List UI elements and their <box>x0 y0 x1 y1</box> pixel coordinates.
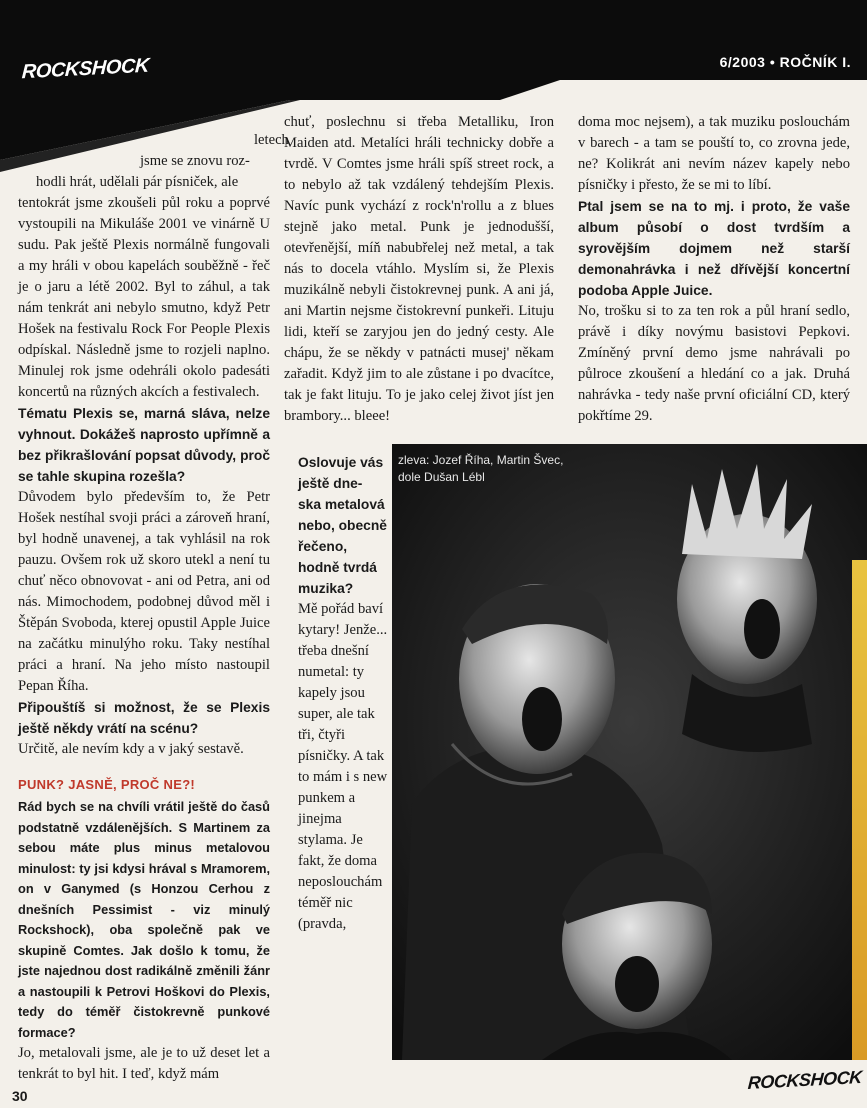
column-2 <box>284 112 554 427</box>
text-line: letech <box>254 132 289 148</box>
paragraph: Určitě, ale nevím kdy a v jaký sestavě. <box>18 741 244 757</box>
caption-line: dole Dušan Lébl <box>398 470 485 484</box>
paragraph: tentokrát jsme zkoušeli půl roku a poprvé vystoupili na Mikuláše 2001 ve vinárně U sudu. Pak ještě Plexis normálně fungovali a my hráli v obou kapelách souběžně - řeč je o jaru a létě 2002. Byl to záhul, a tak nám tenkrát ani nebylo smutno, když Petr Hošek na festivalu Rock For People Plexis odpískal. Následně jsme to rozjeli naplno. Minulej rok jsme odehráli okolo padesáti koncertů na různých akcích a festivalech. <box>18 195 270 400</box>
question: Oslovuje vás ještě dne- ska metalová nebo, obecně řečeno, hodně tvrdá muzika? <box>298 455 387 596</box>
question: Ptal jsem se na to mj. i proto, že vaše album působí o dost tvrdším a syrovějším dojmem než starší demonahrávka i než dřívější koncertní podoba Apple Juice. <box>578 199 850 298</box>
section-title: PUNK? JASNĚ, PROČ NE?! <box>18 777 196 792</box>
rockshock-logo-footer: ROCKSHOCK <box>747 1067 863 1093</box>
paragraph: Jo, metalovali jsme, ale je to už deset let a tenkrát to byl hit. I teď, když mám <box>18 1045 270 1082</box>
paragraph: chuť, poslechnu si třeba Metalliku, Iron Maiden atd. Metalíci hráli technicky dobře a tvrdě. V Comtes jsme hráli spíš street rock, a to nebylo až tak vzdálený tehdejším Plexis. Navíc punk vychází z rock'n'rollu a z blues stejně jako metal. Punk je jednodušší, otevřenější, míň nabubřelej než metal, a tak nás to docela vtáhlo. Myslím si, že Plexis muzikálně nebyli čistokrevnej punk. A ani já, ani Martin nejsme čistokrevní punkeři. Lituju lidi, kteří se zaryjou jen do jedný cesty. Ale chápu, že se někdy v patnácti musej' někam zařadit. Když jim to ale zůstane i po dvacítce, tak je fakt lituju. To je jako celej život jíst jen brambory... bleee! <box>284 114 554 424</box>
paragraph: doma moc nejsem), a tak muziku poslouchám v barech - a tam se pouští to, co zrovna jede, ne? Kolikrát ani nevím název kapely nebo písničky i přesto, že se mi to líbí. <box>578 114 850 193</box>
caption-line: zleva: Jozef Říha, Martin Švec, <box>398 453 564 467</box>
column-3 <box>578 112 850 427</box>
photo-caption <box>398 452 578 486</box>
column-1 <box>18 130 289 1085</box>
text-line: hodli hrát, udělali pár písniček, ale <box>36 174 239 190</box>
rockshock-logo: ROCKSHOCK <box>21 54 150 84</box>
question: Připouštíš si možnost, že se Plexis ještě někdy vrátí na scénu? <box>18 700 270 736</box>
paragraph: Mě pořád baví kytary! Jenže... třeba dnešní numetal: ty kapely jsou super, ale tak tři, čtyři písničky. A tak to mám i s new punkem a jinejma stylama. Je fakt, že doma neposlouchám téměř nic (pravda, <box>298 601 388 932</box>
text-line: jsme se znovu roz- <box>140 153 250 169</box>
column-2-narrow <box>298 452 388 935</box>
page-edge-strip <box>852 560 867 1060</box>
issue-label: 6/2003 • ROČNÍK I. <box>719 54 851 70</box>
paragraph: No, trošku si to za ten rok a půl hraní sedlo, právě i díky novýmu basistovi Pepkovi. Zmíněný první demo jsme nahrávali po půlroce zkoušení a hledání co a jak. Druhá nahrávka - tedy naše první oficiální CD, který pokřtíme 29. <box>578 303 850 424</box>
paragraph: Důvodem bylo především to, že Petr Hošek nestíhal svoji práci a zároveň hraní, byl hodně unavenej, a tak vyhlásil na rok pauzu. Ovšem rok už skoro utekl a není tu chuť něco obnovovat - ani od Petra, ani od nás. Mimochodem, podobnej důvod měl i Štěpán Svoboda, kterej opustil Apple Juice na začátku minulýho roku. Taky nestíhal práci a hraní. Na jeho místo nastoupil Pepan Říha. <box>18 489 270 694</box>
page-number: 30 <box>12 1088 28 1104</box>
question: Tématu Plexis se, marná sláva, nelze vyhnout. Dokážeš naprosto upřímně a bez přikrašlování popsat důvody, proč se tahle skupina rozešla? <box>18 406 270 484</box>
band-photo <box>392 444 867 1060</box>
question: Rád bych se na chvíli vrátil ještě do časů podstatně vzdálenějších. S Martinem za sebou máte plus minus metalovou minulost: ty jsi kdysi hrával s Mramorem, on v Ganymed (s Honzou Cerhou z dnešních Pessimist - viz minulý Rockshock), oba společně pak ve skupině Comtes. Jak došlo k tomu, že jste najednou dost radikálně změnili žánr a nastoupili k Petrovi Hoškovi do Plexis, tedy do téměř čistokrevně punkové formace? <box>18 799 270 1040</box>
